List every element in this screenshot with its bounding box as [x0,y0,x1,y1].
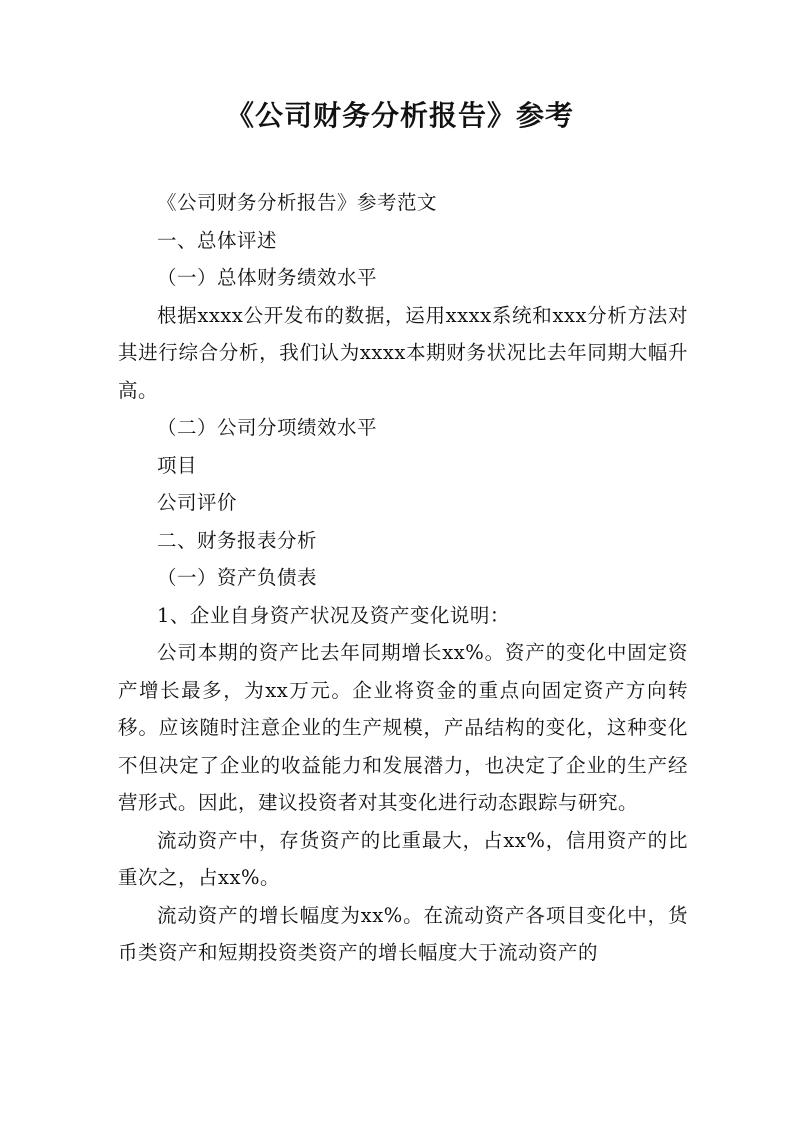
section-heading-overall-review: 一、总体评述 [157,228,278,252]
paragraph-company-evaluation: 公司评价 [157,491,238,514]
paragraph-asset-change: 公司本期的资产比去年同期增长xx%。资产的变化中固定资产增长最多，为xx万元。企业将资金的重点向固定资产方向转移。应该随时注意企业的生产规模，产品结构的变化，这种变化不但决定了企业的收益能力和发展潜力，也决定了企业的生产经营形式。因此，建议投资者对其变化进行动态跟踪与研究。 [118,641,688,814]
paragraph-current-assets: 流动资产中，存货资产的比重最大，占xx%，信用资产的比重次之，占xx%。 [118,828,688,889]
document-body [118,184,688,972]
paragraph-item: 项目 [157,453,198,477]
subsection-heading-overall-performance: （一）总体财务绩效水平 [157,266,378,289]
paragraph-current-assets-growth: 流动资产的增长幅度为xx%。在流动资产各项目变化中，货币类资产和短期投资类资产的增长幅度大于流动资产的 [118,903,688,964]
section-heading-statement-analysis: 二、财务报表分析 [157,528,318,552]
paragraph-asset-heading: 1、企业自身资产状况及资产变化说明： [157,603,510,627]
paragraph-analysis-summary: 根据xxxx公开发布的数据，运用xxxx系统和xxx分析方法对其进行综合分析，我们认为xxxx本期财务状况比去年同期大幅升高。 [118,303,688,402]
subsection-heading-balance-sheet: （一）资产负债表 [157,566,318,589]
paragraph-subtitle: 《公司财务分析报告》参考范文 [157,191,438,214]
document-title: 《公司财务分析报告》参考 [225,99,574,132]
subsection-heading-item-performance: （二）公司分项绩效水平 [157,416,378,439]
